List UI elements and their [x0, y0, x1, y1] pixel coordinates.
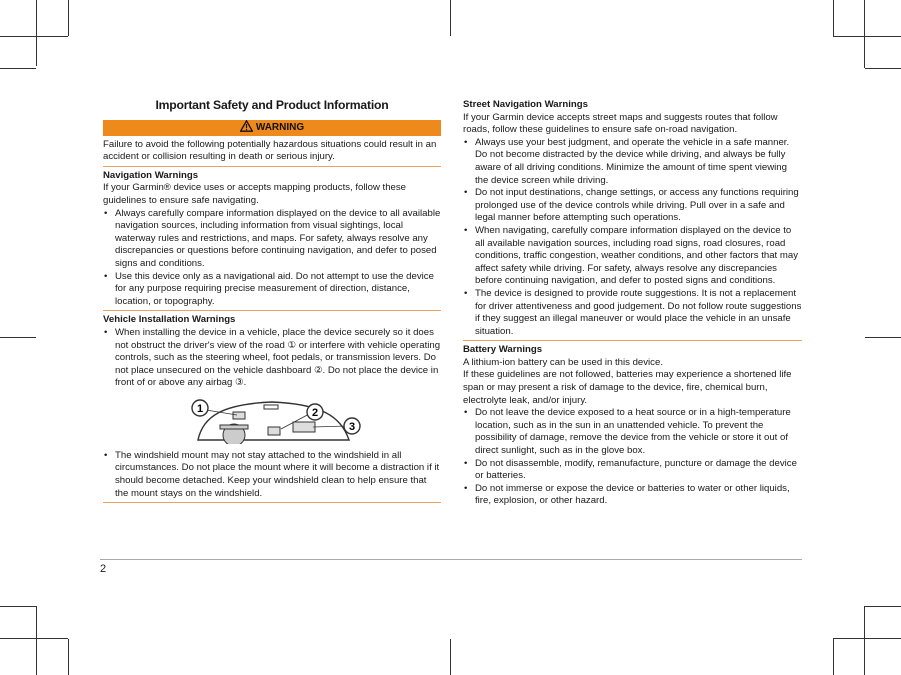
- crop-mark: [865, 68, 901, 69]
- page-number: 2: [100, 563, 107, 575]
- crop-mark: [68, 0, 69, 36]
- callout-3: 3: [348, 420, 356, 433]
- crop-mark: [833, 638, 865, 639]
- list-item: • Do not immerse or expose the device or batteries to water or other liquids, fire, explosion, or other hazard.: [463, 483, 802, 508]
- battery-intro-1: A lithium-ion battery can be used in this device.: [463, 356, 663, 368]
- street-intro: If your Garmin device accepts street maps and suggests routes that follow roads, follow these guidelines to ensure safe on-road navigation.: [463, 111, 778, 136]
- battery-section: [463, 344, 802, 508]
- crop-mark: [36, 0, 37, 36]
- crop-mark: [865, 638, 901, 639]
- windshield-diagram: [103, 394, 441, 444]
- crop-mark: [0, 68, 36, 69]
- navigation-intro: If your Garmin® device uses or accepts mapping products, follow these guidelines to ensure safe navigating.: [103, 182, 407, 206]
- intro-text: Failure to avoid the following potentially hazardous situations could result in an accident or collision resulting in death or serious injury.: [103, 139, 441, 167]
- crop-mark: [0, 606, 36, 607]
- battery-intro-2: If these guidelines are not followed, batteries may experience a shortened life span or may present a risk of damage to the device, fire, chemical burn, electrolyte leak, and/or injury.: [463, 369, 792, 406]
- crop-mark: [36, 639, 37, 675]
- crop-mark: [864, 639, 865, 675]
- crop-mark: [865, 337, 901, 338]
- right-column: [463, 99, 802, 508]
- list-item: • When navigating, carefully compare information displayed on the device to all available navigation sources, including road signs, road closures, road conditions, traffic congestion, weather conditions, and other factors that may affect safety while driving. For safety, always resolve any discrepancies before continuing navigation, and defer to posted signs and conditions.: [463, 225, 802, 288]
- street-list: [463, 137, 802, 339]
- warning-triangle-icon: [240, 120, 253, 132]
- crop-mark: [864, 36, 865, 68]
- list-item: • Always carefully compare information displayed on the device to all available navigation sources, including information from visual sightings, local waterway rules and restrictions, and maps. For safety, always resolve any discrepancies or questions before continuing navigation, and defer to posed signs and conditions.: [103, 208, 441, 271]
- warning-label: WARNING: [255, 121, 305, 133]
- battery-heading: Battery Warnings: [463, 344, 543, 356]
- windshield-figure: [103, 394, 441, 444]
- crop-mark: [36, 606, 37, 638]
- list-item: • Always use your best judgment, and operate the vehicle in a safe manner. Do not become distracted by the device while driving, and always be fully aware of all driving conditions. Minimize the amount of time spent viewing the device screen while driving.: [463, 137, 802, 187]
- crop-mark: [0, 36, 36, 37]
- street-heading: Street Navigation Warnings: [463, 99, 588, 110]
- list-item: • Do not input destinations, change settings, or access any functions requiring prolonged use of the device controls while driving. Pull over in a safe and legal manner before attempting such operations.: [463, 187, 802, 225]
- crop-mark: [0, 337, 36, 338]
- list-item: • Do not leave the device exposed to a heat source or in a high-temperature location, such as in the sun in an unattended vehicle. To prevent the possibility of damage, remove the device from the vehicle or store it out of direct sunlight, such as in the glove box.: [463, 407, 802, 457]
- crop-mark: [36, 36, 37, 66]
- navigation-heading: Navigation Warnings: [103, 169, 199, 181]
- crop-mark: [833, 639, 834, 675]
- crop-mark: [865, 36, 901, 37]
- battery-list: [463, 407, 802, 508]
- left-column: [103, 99, 441, 506]
- page-title: Important Safety and Product Information: [155, 98, 389, 112]
- street-section: [463, 99, 802, 341]
- list-item: • Use this device only as a navigational aid. Do not attempt to use the device for any purpose requiring precise measurement of direction, distance, location, or topography.: [103, 271, 441, 309]
- warning-banner: [103, 120, 441, 136]
- navigation-section: [103, 170, 441, 312]
- list-item: • The windshield mount may not stay attached to the windshield in all circumstances. Do not place the mount where it will become a distraction if it should become detached. Keep your windshield clean to help ensure that the mount stays on the windshield.: [103, 450, 441, 500]
- crop-mark: [0, 638, 36, 639]
- crop-mark: [450, 0, 451, 36]
- callout-1: 1: [196, 402, 204, 415]
- list-item: • The device is designed to provide route suggestions. It is not a replacement for driver attentiveness and good judgement. Do not follow route suggestions if they suggest an illegal maneuver or would place the vehicle in an unsafe situation.: [463, 288, 802, 338]
- crop-mark: [864, 606, 865, 638]
- crop-mark: [36, 638, 68, 639]
- crop-mark: [833, 36, 865, 37]
- vehicle-list-continued: [103, 450, 441, 500]
- vehicle-section: [103, 314, 441, 503]
- callout-2: 2: [311, 406, 319, 419]
- vehicle-heading: Vehicle Installation Warnings: [103, 314, 236, 326]
- vehicle-list: [103, 327, 441, 390]
- navigation-list: [103, 208, 441, 309]
- crop-mark: [450, 639, 451, 675]
- crop-mark: [865, 606, 901, 607]
- crop-mark: [864, 0, 865, 36]
- crop-mark: [36, 36, 68, 37]
- list-item: • When installing the device in a vehicle, place the device securely so it does not obstruct the driver's view of the road ① or interfere with vehicle operating controls, such as the steering wheel, foot pedals, or transmission levers. Do not place unsecured on the vehicle dashboard ②. Do not place the device in front of or above any airbag ③.: [103, 327, 441, 390]
- crop-mark: [833, 0, 834, 36]
- crop-mark: [68, 639, 69, 675]
- footer-divider: [100, 559, 802, 560]
- list-item: • Do not disassemble, modify, remanufacture, puncture or damage the device or batteries.: [463, 458, 802, 483]
